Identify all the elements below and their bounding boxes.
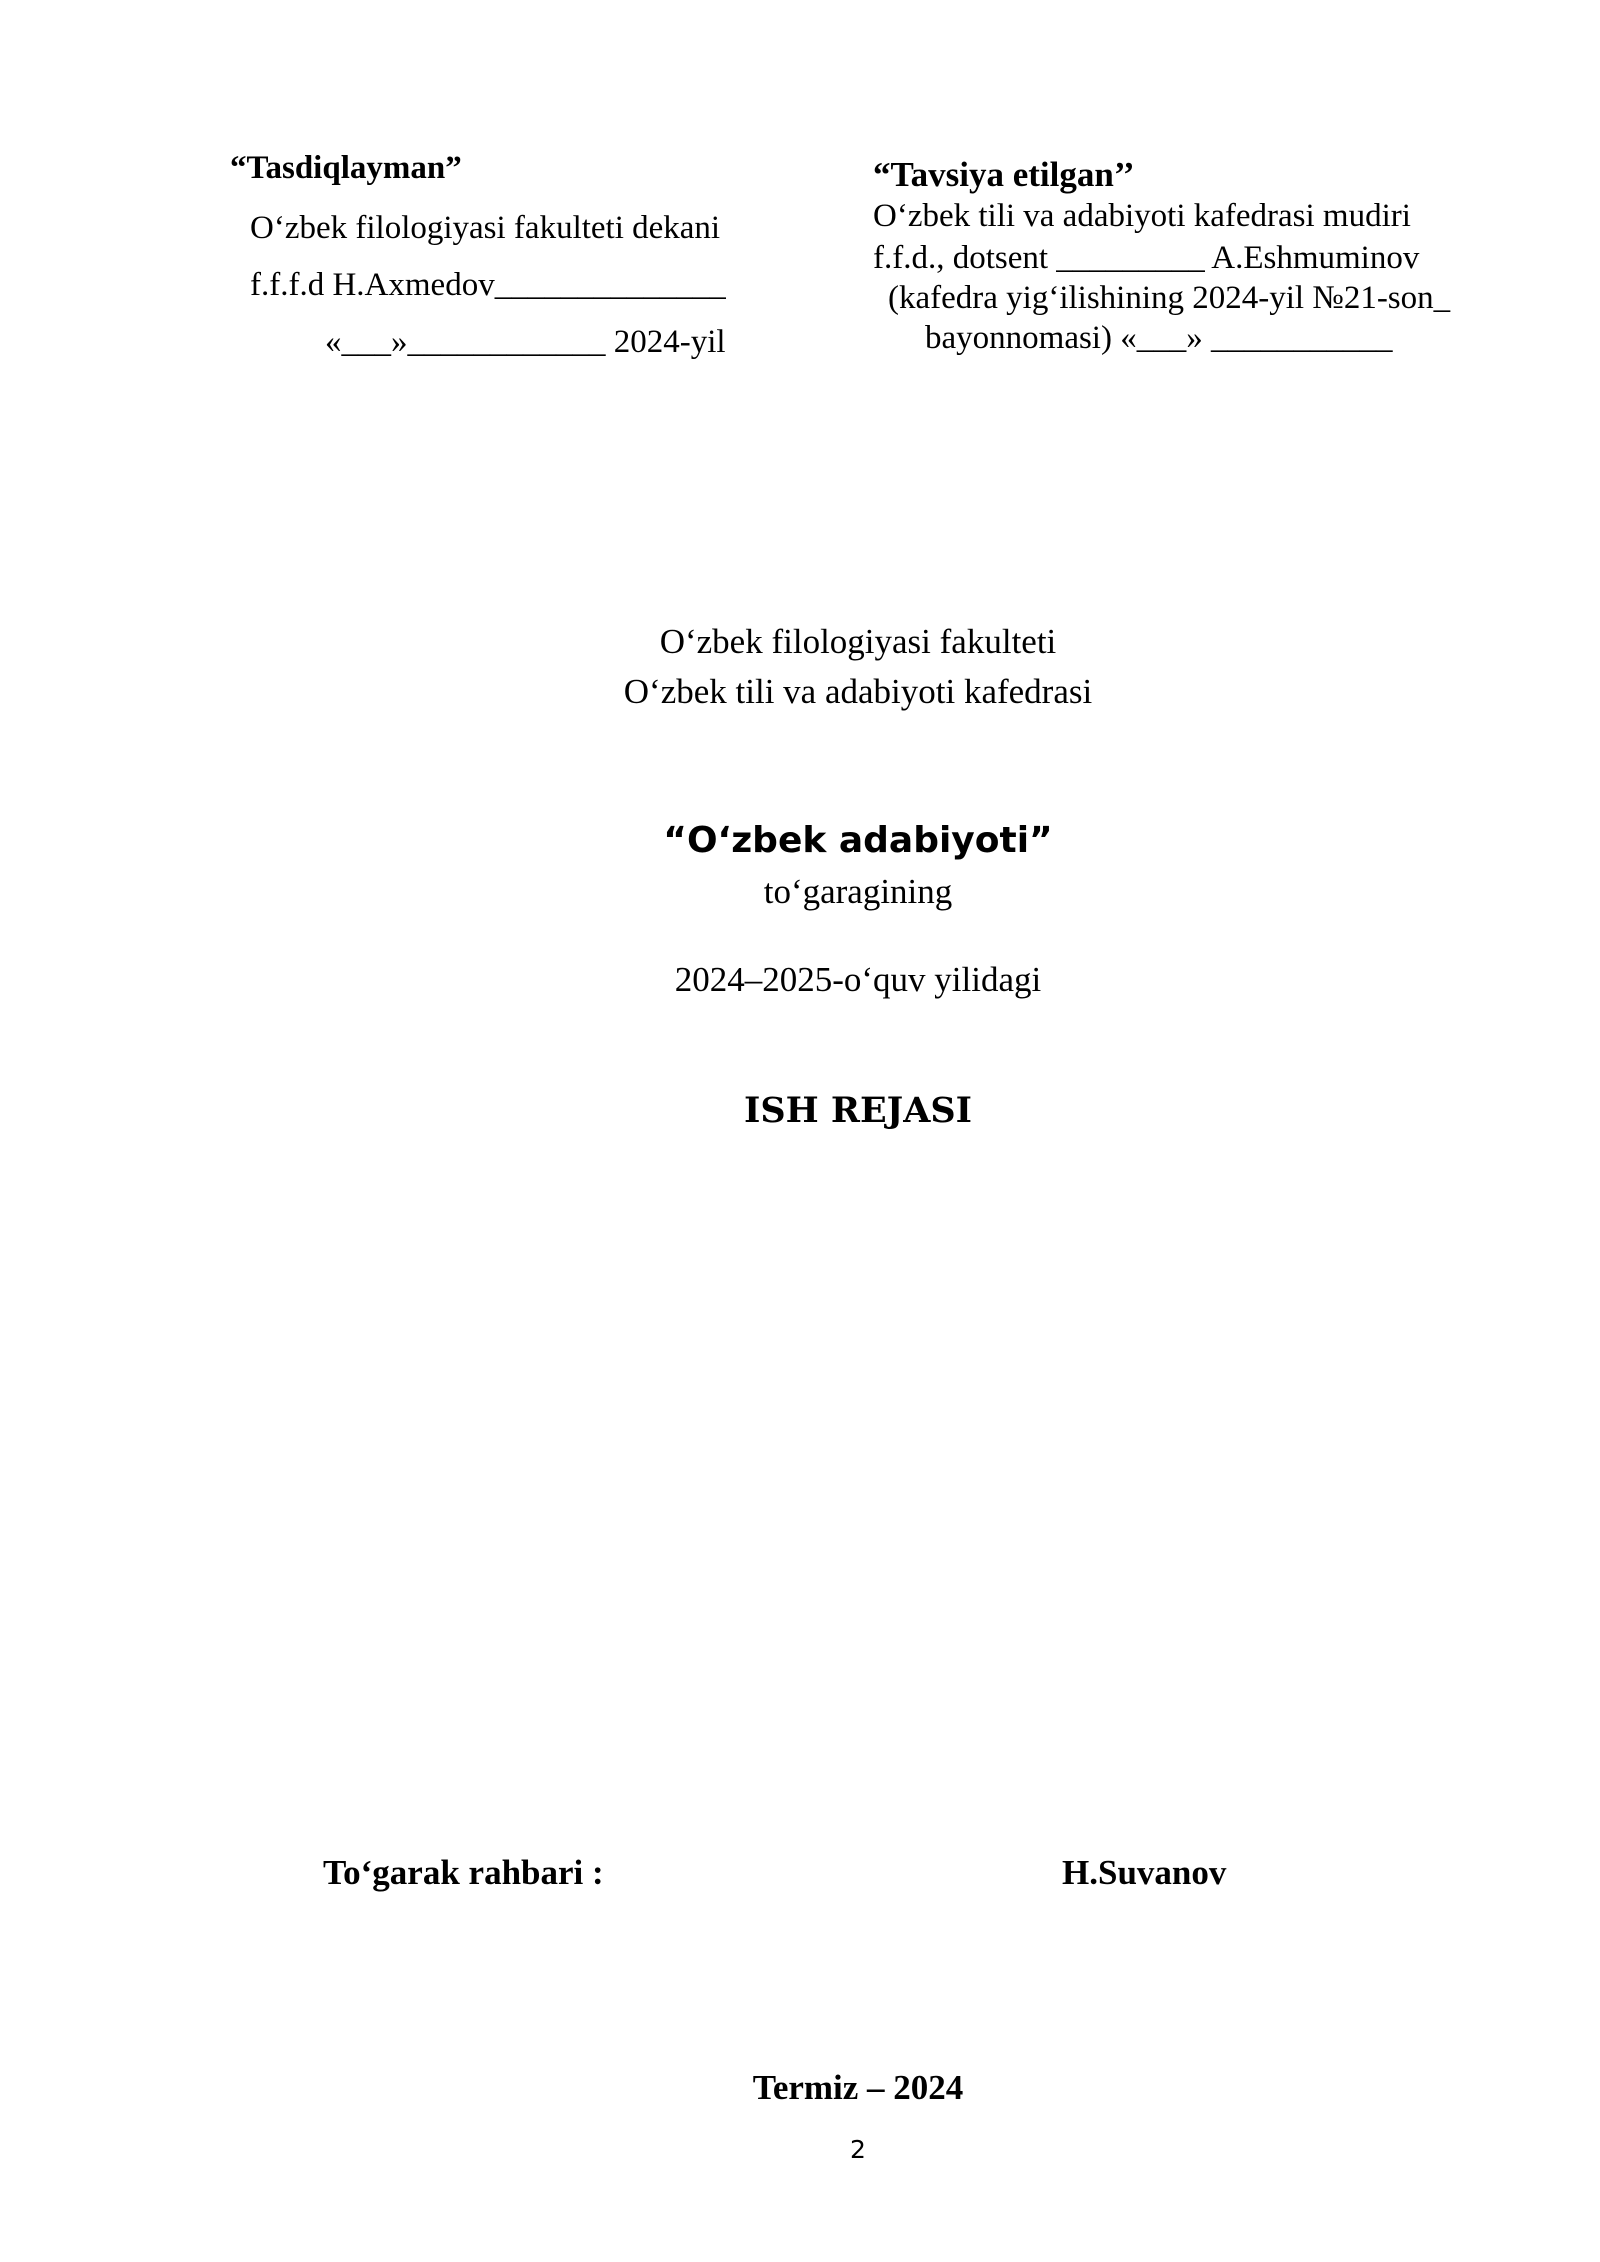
recommendation-head-position: O‘zbek tili va adabiyoti kafedrasi mudiri — [873, 198, 1411, 234]
page-number: 2 — [850, 2135, 866, 2164]
faculty-name: O‘zbek filologiyasi fakulteti — [659, 622, 1057, 661]
approval-title: “Tasdiqlayman” — [230, 150, 462, 186]
recommendation-protocol-date: bayonnomasi) «___» ___________ — [925, 320, 1393, 356]
academic-year: 2024–2025-o‘quv yilidagi — [674, 960, 1042, 999]
plan-title: ISH REJASI — [743, 1090, 973, 1131]
approval-dean-signature: f.f.f.d H.Axmedov______________ — [250, 267, 726, 303]
club-genitive: to‘garagining — [763, 872, 953, 911]
recommendation-meeting-protocol: (kafedra yig‘ilishining 2024-yil №21-son_ — [888, 280, 1451, 316]
approval-date: «___»____________ 2024-yil — [325, 324, 726, 360]
leader-label: To‘garak rahbari : — [323, 1853, 604, 1892]
approval-dean-position: O‘zbek filologiyasi fakulteti dekani — [250, 210, 721, 246]
chair-name: O‘zbek tili va adabiyoti kafedrasi — [623, 672, 1093, 711]
leader-name: H.Suvanov — [1062, 1853, 1227, 1892]
recommendation-head-signature: f.f.d., dotsent _________ A.Eshmuminov — [873, 240, 1420, 276]
recommendation-title: “Tavsiya etilgan’’ — [873, 155, 1135, 194]
club-name: “O‘zbek adabiyoti” — [663, 820, 1053, 861]
city-year: Termiz – 2024 — [752, 2068, 964, 2107]
